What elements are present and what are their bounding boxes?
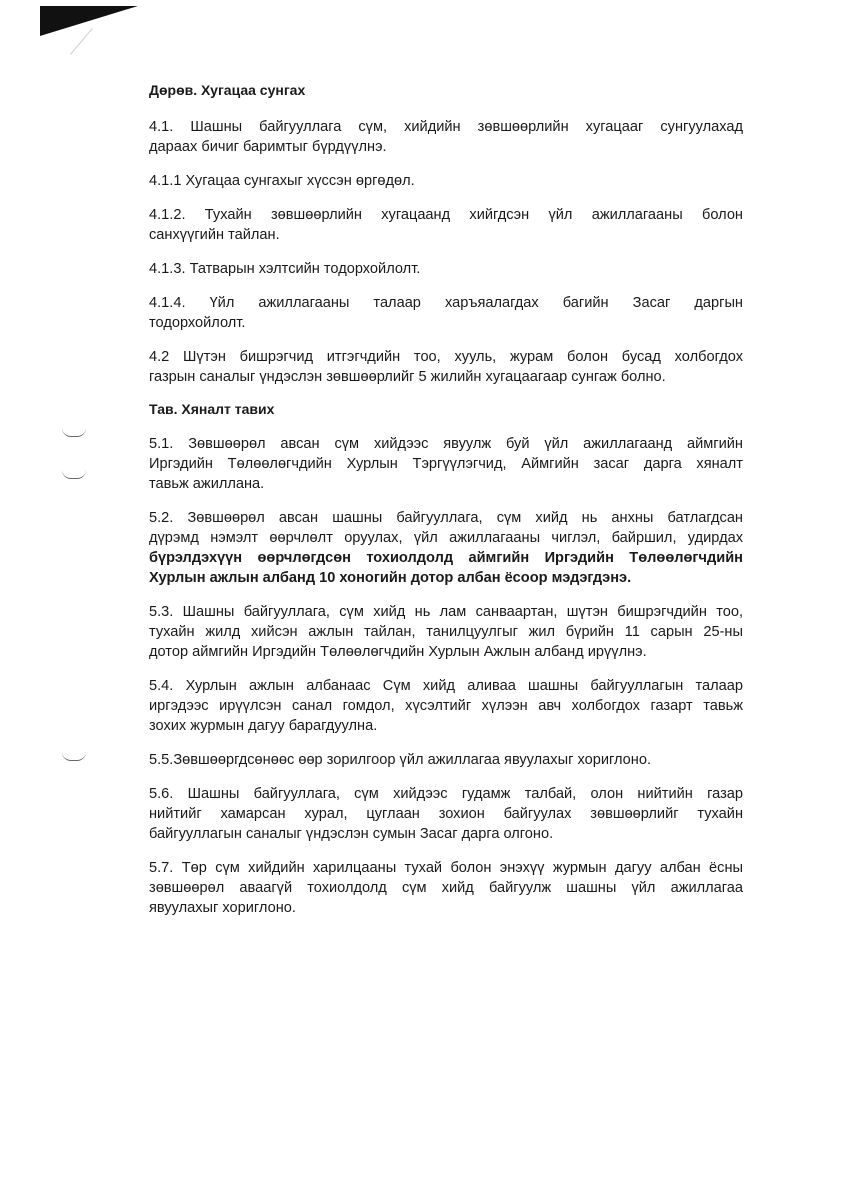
clause-4-1-2: [149, 205, 743, 245]
clause-4-2: [149, 347, 743, 387]
clause-line: иргэдээс ирүүлсэн санал гомдол, хүсэлтийг хүлээн авч холбогдох газарт тавьж: [149, 698, 743, 714]
punch-hole-mark: [62, 428, 86, 437]
clause-line: 4.1.2. Тухайн зөвшөөрлийн хугацаанд хийгдсэн үйл ажиллагааны болон: [149, 207, 743, 223]
clause-line: 5.2. Зөвшөөрөл авсан шашны байгууллага, сүм хийд нь анхны батлагдсан: [149, 510, 743, 526]
section-4-heading: Дөрөв. Хугацаа сунгах: [149, 82, 306, 98]
clause-5-2: [149, 508, 743, 588]
clause-line: байгууллагын саналыг үндэслэн сумын Засаг дарга олгоно.: [149, 826, 554, 842]
document-page: [149, 80, 743, 918]
clause-line: явуулахыг хориглоно.: [149, 900, 296, 916]
clause-line: 5.1. Зөвшөөрөл авсан сүм хийдээс явуулж буй үйл ажиллагаанд аймгийн: [149, 436, 743, 452]
clause-4-1: [149, 117, 743, 157]
clause-line: нийтийг хамарсан хурал, цуглаан зохион байгуулах зөвшөөрлийг тухайн: [149, 806, 743, 822]
clause-5-7: [149, 858, 743, 918]
clause-5-6: [149, 784, 743, 844]
clause-line: 4.1.4. Үйл ажиллагааны талаар харъяалагдах багийн Засаг даргын: [149, 295, 743, 311]
clause-line: дүрэмд нэмэлт өөрчлөлт оруулах, үйл ажиллагааны чиглэл, байршил, удирдах: [149, 530, 743, 546]
clause-line: 5.6. Шашны байгууллага, сүм хийдээс гудамж талбай, олон нийтийн газар: [149, 786, 743, 802]
clause-line: тавьж ажиллана.: [149, 476, 265, 492]
clause-line: 5.7. Төр сүм хийдийн харилцааны тухай болон энэхүү журмын дагуу албан ёсны: [149, 860, 743, 876]
clause-line: Иргэдийн Төлөөлөгчдийн Хурлын Тэргүүлэгчид, Аймгийн засаг дарга хяналт: [149, 456, 743, 472]
clause-line: газрын саналыг үндэслэн зөвшөөрлийг 5 жилийн хугацаагаар сунгаж болно.: [149, 369, 666, 385]
clause-line: Хурлын ажлын албанд 10 хоногийн дотор албан ёсоор мэдэгдэнэ.: [149, 570, 632, 586]
clause-5-4: [149, 676, 743, 736]
clause-line: зохих журмын дагуу барагдуулна.: [149, 718, 378, 734]
clause-line: дотор аймгийн Иргэдийн Төлөөлөгчдийн Хурлын Ажлын албанд ирүүлнэ.: [149, 644, 647, 660]
clause-line: тодорхойлолт.: [149, 315, 246, 331]
punch-hole-mark: [62, 752, 86, 761]
clause-5-5: 5.5.Зөвшөөргдсөнөөс өөр зорилгоор үйл ажиллагаа явуулахыг хориглоно.: [149, 752, 651, 768]
clause-line: 5.3. Шашны байгууллага, сүм хийд нь лам санваартан, шүтэн бишрэгчдийн тоо,: [149, 604, 743, 620]
section-5-heading: Тав. Хяналт тавих: [149, 401, 275, 417]
clause-4-1-1: 4.1.1 Хугацаа сунгахыг хүссэн өргөдөл.: [149, 173, 415, 189]
clause-line: бүрэлдэхүүн өөрчлөгдсөн тохиолдолд аймгийн Иргэдийн Төлөөлөгчдийн: [149, 550, 743, 566]
clause-line: санхүүгийн тайлан.: [149, 227, 280, 243]
punch-hole-mark: [62, 470, 86, 479]
clause-5-3: [149, 602, 743, 662]
clause-5-1: [149, 434, 743, 494]
clause-line: 4.2 Шүтэн бишрэгчид итгэгчдийн тоо, хууль, журам болон бусад холбогдох: [149, 349, 743, 365]
clause-line: 5.4. Хурлын ажлын албанаас Сүм хийд аливаа шашны байгууллагын талаар: [149, 678, 743, 694]
clause-4-1-4: [149, 293, 743, 333]
clause-line: 4.1. Шашны байгууллага сүм, хийдийн зөвшөөрлийн хугацааг сунгуулахад: [149, 119, 743, 135]
clause-line: дараах бичиг баримтыг бүрдүүлнэ.: [149, 139, 387, 155]
clause-line: тухайн жилд хийсэн ажлын тайлан, танилцуулгыг жил бүрийн 11 сарын 25-ны: [149, 624, 743, 640]
clause-line: зөвшөөрөл аваагүй тохиолдолд сүм хийд байгуулж шашны үйл ажиллагаа: [149, 880, 743, 896]
clause-4-1-3: 4.1.3. Татварын хэлтсийн тодорхойлолт.: [149, 261, 421, 277]
